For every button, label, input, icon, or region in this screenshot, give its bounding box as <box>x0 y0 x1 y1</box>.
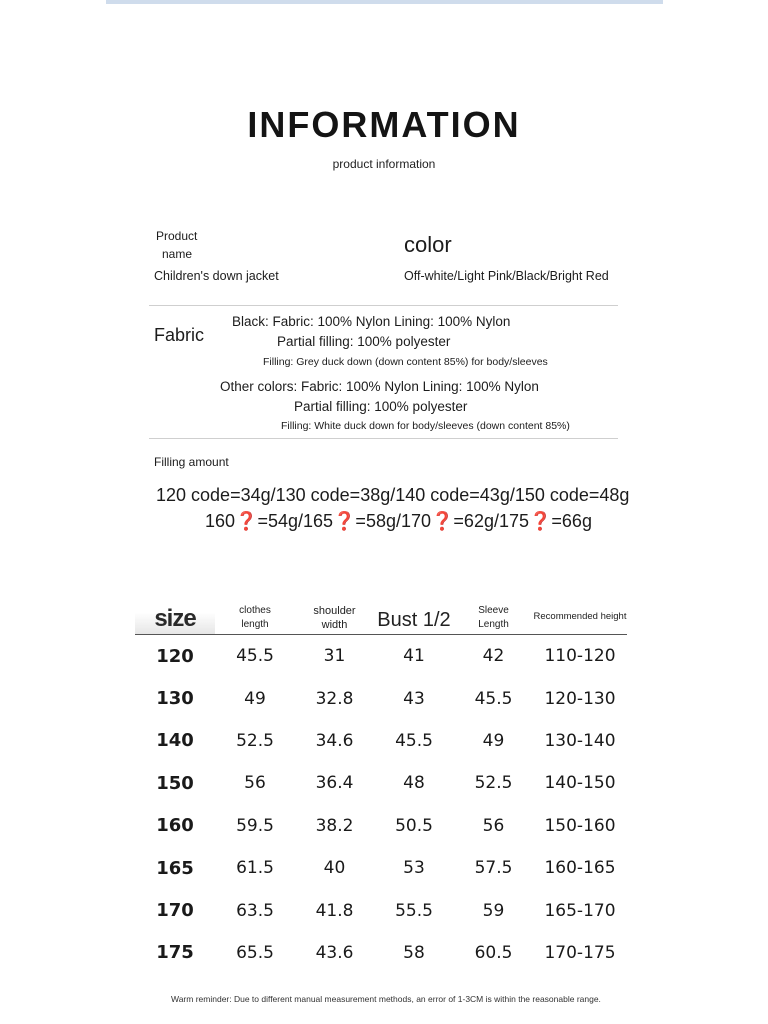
fabric-black-line1: Black: Fabric: 100% Nylon Lining: 100% Nylon <box>232 314 511 329</box>
cell-size: 120 <box>156 645 194 667</box>
cell-bust: 48 <box>403 773 425 794</box>
table-row <box>135 677 627 719</box>
cell-recommended-height: 160-165 <box>544 858 616 879</box>
cell-sleeve-length: 45.5 <box>474 688 513 709</box>
size-table-body <box>135 635 627 975</box>
cell-size: 150 <box>156 772 194 794</box>
header-size: size <box>135 586 215 635</box>
filling-amount-label: Filling amount <box>154 455 229 469</box>
cell-recommended-height: 120-130 <box>544 688 616 709</box>
warm-reminder-footnote: Warm reminder: Due to different manual measurement methods, an error of 1-3CM is within the reasonable range. <box>171 994 601 1004</box>
cell-shoulder-width: 41.8 <box>315 900 354 921</box>
cell-bust: 53 <box>403 858 425 879</box>
filling-amount-line1: 120 code=34g/130 code=38g/140 code=43g/150 code=48g <box>156 485 630 505</box>
divider-bottom <box>149 438 618 439</box>
cell-bust: 50.5 <box>395 815 433 836</box>
header-sleeve-length <box>454 586 533 635</box>
cell-clothes-length: 61.5 <box>236 858 274 879</box>
cell-size: 175 <box>156 942 194 964</box>
fabric-other-line3: Filling: White duck down for body/sleeves (down content 85%) <box>281 420 570 432</box>
header-clothes-length <box>215 586 295 635</box>
cell-recommended-height: 150-160 <box>544 815 616 836</box>
cell-bust: 43 <box>403 688 425 709</box>
page-subtitle: product information <box>332 157 436 171</box>
table-row <box>135 635 627 678</box>
cell-clothes-length: 52.5 <box>236 730 274 751</box>
cell-clothes-length: 63.5 <box>236 900 274 921</box>
cell-sleeve-length: 52.5 <box>474 773 513 794</box>
cell-sleeve-length: 60.5 <box>474 942 513 963</box>
fabric-label: Fabric <box>154 325 205 345</box>
cell-recommended-height: 170-175 <box>544 942 616 963</box>
cell-bust: 45.5 <box>395 730 433 751</box>
table-row <box>135 847 627 889</box>
header-sleeve-length-line1: Sleeve <box>478 605 509 616</box>
fabric-other-line1: Other colors: Fabric: 100% Nylon Lining: 100% Nylon <box>220 379 539 394</box>
cell-shoulder-width: 34.6 <box>315 730 354 751</box>
cell-shoulder-width: 32.8 <box>315 688 354 709</box>
header-shoulder-width <box>295 586 374 635</box>
cell-size: 160 <box>156 815 194 837</box>
product-name-label <box>156 227 197 263</box>
cell-sleeve-length: 56 <box>482 815 505 836</box>
header-sleeve-length-line2: Length <box>478 619 509 630</box>
cell-clothes-length: 59.5 <box>236 815 274 836</box>
page-title: INFORMATION <box>247 104 521 145</box>
cell-clothes-length: 49 <box>244 688 266 709</box>
header-clothes-length-line1: clothes <box>239 605 271 616</box>
cell-size: 130 <box>156 688 194 710</box>
product-name-label-line1: Product <box>156 229 198 243</box>
fabric-black-line3: Filling: Grey duck down (down content 85%) for body/sleeves <box>263 356 548 368</box>
filling-amount-line2: 160❓=54g/165❓=58g/170❓=62g/175❓=66g <box>205 511 592 531</box>
cell-shoulder-width: 40 <box>323 858 346 879</box>
header-clothes-length-line2: length <box>241 619 269 630</box>
header-shoulder-width-line2: width <box>321 619 348 631</box>
cell-shoulder-width: 43.6 <box>315 942 354 963</box>
fabric-black-line2: Partial filling: 100% polyester <box>277 334 451 349</box>
cell-size: 140 <box>156 730 194 752</box>
cell-bust: 58 <box>403 942 425 963</box>
product-name-value: Children's down jacket <box>154 269 279 283</box>
table-row <box>135 805 627 847</box>
cell-shoulder-width: 38.2 <box>315 815 354 836</box>
cell-recommended-height: 110-120 <box>544 646 616 667</box>
size-table <box>135 586 627 974</box>
divider-top <box>149 305 618 306</box>
color-label: color <box>404 232 452 257</box>
cell-recommended-height: 140-150 <box>544 773 616 794</box>
color-value: Off-white/Light Pink/Black/Bright Red <box>404 269 609 283</box>
cell-bust: 55.5 <box>395 900 433 921</box>
table-row <box>135 720 627 762</box>
top-accent-bar <box>106 0 663 4</box>
cell-recommended-height: 130-140 <box>544 730 616 751</box>
header-shoulder-width-line1: shoulder <box>313 605 356 617</box>
cell-sleeve-length: 59 <box>482 900 505 921</box>
header-recommended-height: Recommended height <box>533 586 627 635</box>
cell-size: 165 <box>156 857 194 879</box>
size-table-header-row <box>135 586 627 635</box>
cell-shoulder-width: 31 <box>323 646 346 667</box>
cell-sleeve-length: 49 <box>482 730 505 751</box>
cell-clothes-length: 56 <box>244 773 266 794</box>
cell-recommended-height: 165-170 <box>544 900 616 921</box>
cell-clothes-length: 65.5 <box>236 942 274 963</box>
fabric-other-line2: Partial filling: 100% polyester <box>294 399 468 414</box>
cell-bust: 41 <box>403 646 425 667</box>
table-row <box>135 932 627 974</box>
cell-sleeve-length: 42 <box>482 646 505 667</box>
product-name-label-line2: name <box>162 247 193 261</box>
table-row <box>135 889 627 931</box>
cell-shoulder-width: 36.4 <box>315 773 354 794</box>
header-bust: Bust 1/2 <box>374 586 454 635</box>
cell-clothes-length: 45.5 <box>236 646 274 667</box>
table-row <box>135 762 627 804</box>
cell-size: 170 <box>156 900 194 922</box>
cell-sleeve-length: 57.5 <box>474 858 513 879</box>
